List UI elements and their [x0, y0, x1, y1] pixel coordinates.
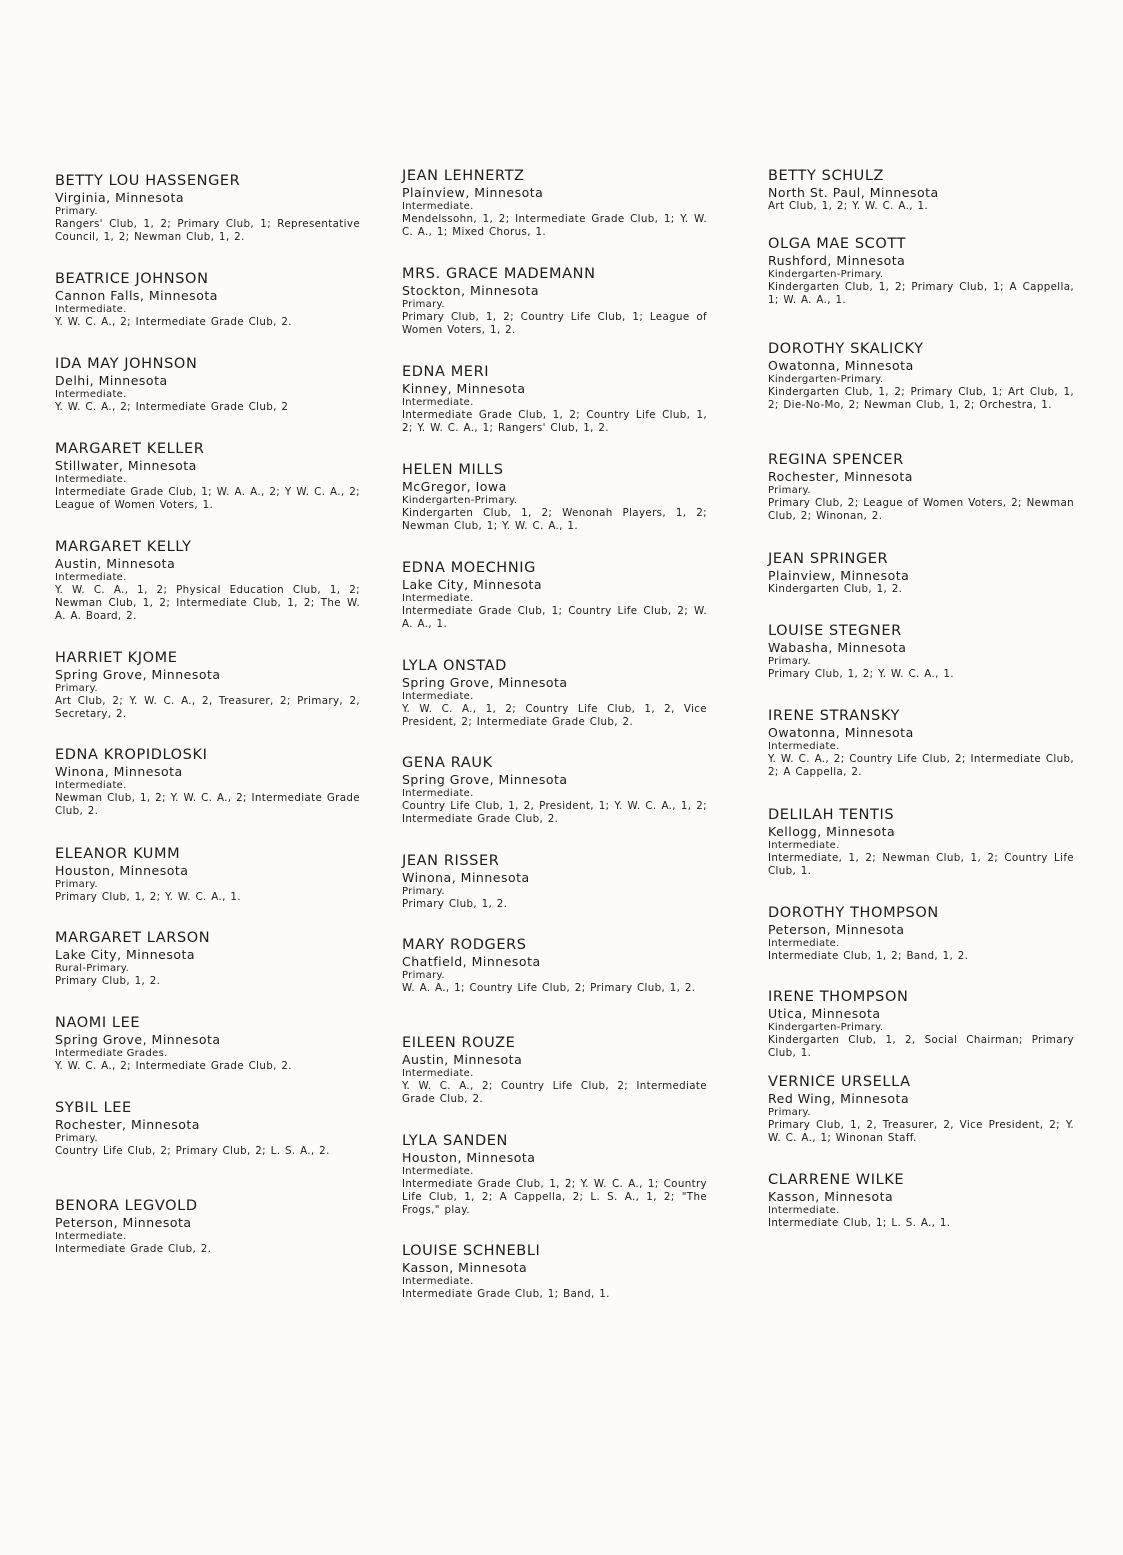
student-activities: Intermediate Grade Club, 1; Band, 1.	[402, 1288, 610, 1300]
student-activities: Kindergarten Club, 1, 2.	[768, 583, 903, 595]
student-entry	[55, 441, 360, 512]
student-hometown: Owatonna, Minnesota	[768, 725, 914, 740]
student-entry	[55, 173, 360, 244]
student-entry	[402, 364, 707, 435]
student-hometown: Wabasha, Minnesota	[768, 640, 907, 655]
student-entry	[768, 341, 1074, 412]
student-activities: Primary Club, 1, 2; Country Life Club, 1; League of Women Voters, 1, 2.	[402, 311, 707, 336]
student-course: Kindergarten-Primary.	[768, 269, 884, 280]
student-course: Intermediate.	[55, 304, 127, 315]
student-entry	[55, 356, 360, 414]
student-hometown: Peterson, Minnesota	[55, 1215, 192, 1230]
student-activities: Intermediate Club, 1; L. S. A., 1.	[768, 1217, 951, 1229]
student-name: EDNA MOECHNIG	[402, 560, 536, 576]
student-name: MARGARET KELLER	[55, 441, 205, 457]
student-hometown: Utica, Minnesota	[768, 1006, 881, 1021]
student-activities: Primary Club, 2; League of Women Voters, 2; Newman Club, 2; Winonan, 2.	[768, 497, 1074, 522]
student-hometown: Owatonna, Minnesota	[768, 358, 914, 373]
student-name: SYBIL LEE	[55, 1100, 132, 1116]
student-activities: Kindergarten Club, 1, 2; Primary Club, 1; Art Club, 1, 2; Die-No-Mo, 2; Newman Club, 1, 2; Orchestra, 1.	[768, 386, 1074, 411]
student-hometown: Red Wing, Minnesota	[768, 1091, 910, 1106]
student-name: LYLA ONSTAD	[402, 658, 507, 674]
student-course: Intermediate.	[768, 938, 840, 949]
student-entry	[402, 658, 707, 729]
student-name: NAOMI LEE	[55, 1015, 141, 1031]
student-name: ELEANOR KUMM	[55, 846, 181, 862]
student-hometown: Kinney, Minnesota	[402, 381, 526, 396]
student-hometown: Spring Grove, Minnesota	[55, 1032, 221, 1047]
student-name: GENA RAUK	[402, 755, 493, 771]
student-name: MARGARET LARSON	[55, 930, 211, 946]
student-hometown: Virginia, Minnesota	[55, 190, 185, 205]
student-name: HELEN MILLS	[402, 462, 504, 478]
student-activities: Y. W. C. A., 2; Country Life Club, 2; Intermediate Grade Club, 2.	[402, 1080, 707, 1105]
student-name: DOROTHY THOMPSON	[768, 905, 939, 921]
student-activities: Intermediate, 1, 2; Newman Club, 1, 2; Country Life Club, 1.	[768, 852, 1074, 877]
student-hometown: Lake City, Minnesota	[55, 947, 196, 962]
student-name: IRENE STRANSKY	[768, 708, 900, 724]
student-entry	[768, 168, 1074, 213]
student-name: IDA MAY JOHNSON	[55, 356, 198, 372]
student-course: Rural-Primary.	[55, 963, 130, 974]
student-activities: Art Club, 2; Y. W. C. A., 2, Treasurer, 2; Primary, 2, Secretary, 2.	[55, 695, 360, 720]
student-entry	[768, 807, 1074, 878]
student-course: Primary.	[402, 299, 445, 310]
student-entry	[768, 905, 1074, 963]
student-course: Intermediate Grades.	[55, 1048, 168, 1059]
student-activities: Y. W. C. A., 2; Country Life Club, 2; Intermediate Club, 2; A Cappella, 2.	[768, 753, 1074, 778]
student-activities: Kindergarten Club, 1, 2; Primary Club, 1; A Cappella, 1; W. A. A., 1.	[768, 281, 1074, 306]
student-entry	[402, 1035, 707, 1106]
student-name: MARY RODGERS	[402, 937, 527, 953]
student-entry	[55, 539, 360, 623]
student-hometown: Delhi, Minnesota	[55, 373, 168, 388]
student-entry	[55, 846, 360, 904]
student-course: Primary.	[402, 886, 445, 897]
student-entry	[402, 937, 707, 995]
student-activities: Intermediate Club, 1, 2; Band, 1, 2.	[768, 950, 969, 962]
student-name: LOUISE SCHNEBLI	[402, 1243, 541, 1259]
student-activities: Country Life Club, 1, 2, President, 1; Y. W. C. A., 1, 2; Intermediate Grade Club, 2.	[402, 800, 707, 825]
student-entry	[768, 623, 1074, 681]
student-entry	[55, 1100, 360, 1158]
student-entry	[768, 1074, 1074, 1145]
student-hometown: Winona, Minnesota	[402, 870, 530, 885]
student-name: MRS. GRACE MADEMANN	[402, 266, 596, 282]
student-name: MARGARET KELLY	[55, 539, 192, 555]
student-course: Intermediate.	[55, 1231, 127, 1242]
student-name: EDNA MERI	[402, 364, 490, 380]
student-hometown: Austin, Minnesota	[402, 1052, 523, 1067]
student-course: Primary.	[768, 656, 811, 667]
student-course: Intermediate.	[55, 474, 127, 485]
student-course: Intermediate.	[402, 788, 474, 799]
student-hometown: Rochester, Minnesota	[55, 1117, 200, 1132]
student-course: Kindergarten-Primary.	[768, 374, 884, 385]
student-hometown: Winona, Minnesota	[55, 764, 183, 779]
student-name: LOUISE STEGNER	[768, 623, 902, 639]
student-activities: Y. W. C. A., 2; Intermediate Grade Club, 2	[55, 401, 289, 413]
student-course: Intermediate.	[402, 1166, 474, 1177]
student-course: Primary.	[55, 1133, 98, 1144]
student-course: Primary.	[55, 879, 98, 890]
student-activities: Y. W. C. A., 1, 2; Country Life Club, 1, 2, Vice President, 2; Intermediate Grade Club, 2.	[402, 703, 707, 728]
student-name: DOROTHY SKALICKY	[768, 341, 924, 357]
student-hometown: Spring Grove, Minnesota	[402, 772, 568, 787]
student-entry	[768, 236, 1074, 307]
student-course: Intermediate.	[402, 691, 474, 702]
student-hometown: Plainview, Minnesota	[768, 568, 910, 583]
student-entry	[402, 1133, 707, 1217]
student-name: EILEEN ROUZE	[402, 1035, 516, 1051]
student-name: CLARRENE WILKE	[768, 1172, 905, 1188]
student-activities: Y. W. C. A., 2; Intermediate Grade Club, 2.	[55, 1060, 292, 1072]
student-course: Intermediate.	[402, 1276, 474, 1287]
student-course: Kindergarten-Primary.	[768, 1022, 884, 1033]
student-name: JEAN LEHNERTZ	[402, 168, 525, 184]
student-activities: Intermediate Grade Club, 1, 2; Country Life Club, 1, 2; Y. W. C. A., 1; Rangers' Club, 1, 2.	[402, 409, 707, 434]
student-hometown: Houston, Minnesota	[402, 1150, 536, 1165]
student-course: Intermediate.	[402, 1068, 474, 1079]
student-activities: Mendelssohn, 1, 2; Intermediate Grade Club, 1; Y. W. C. A., 1; Mixed Chorus, 1.	[402, 213, 707, 238]
student-entry	[768, 1172, 1074, 1230]
student-entry	[55, 650, 360, 721]
student-entry	[55, 1198, 360, 1256]
student-hometown: Lake City, Minnesota	[402, 577, 543, 592]
student-name: LYLA SANDEN	[402, 1133, 508, 1149]
student-hometown: Cannon Falls, Minnesota	[55, 288, 218, 303]
student-hometown: Peterson, Minnesota	[768, 922, 905, 937]
student-hometown: Austin, Minnesota	[55, 556, 176, 571]
student-activities: Kindergarten Club, 1, 2, Social Chairman; Primary Club, 1.	[768, 1034, 1074, 1059]
student-name: BETTY LOU HASSENGER	[55, 173, 241, 189]
student-name: HARRIET KJOME	[55, 650, 178, 666]
student-activities: Intermediate Grade Club, 1; W. A. A., 2; Y W. C. A., 2; League of Women Voters, 1.	[55, 486, 360, 511]
student-entry	[402, 168, 707, 239]
student-entry	[768, 452, 1074, 523]
student-name: OLGA MAE SCOTT	[768, 236, 907, 252]
student-entry	[402, 266, 707, 337]
student-activities: W. A. A., 1; Country Life Club, 2; Primary Club, 1, 2.	[402, 982, 696, 994]
student-entry	[402, 1243, 707, 1301]
student-course: Primary.	[55, 683, 98, 694]
student-name: JEAN SPRINGER	[768, 551, 889, 567]
student-activities: Primary Club, 1, 2; Y. W. C. A., 1.	[768, 668, 954, 680]
student-course: Intermediate.	[402, 397, 474, 408]
student-course: Intermediate.	[402, 593, 474, 604]
student-name: JEAN RISSER	[402, 853, 500, 869]
student-hometown: Kasson, Minnesota	[768, 1189, 894, 1204]
student-activities: Y. W. C. A., 2; Intermediate Grade Club, 2.	[55, 316, 292, 328]
student-course: Intermediate.	[55, 389, 127, 400]
student-entry	[768, 989, 1074, 1060]
student-hometown: Chatfield, Minnesota	[402, 954, 541, 969]
student-entry	[402, 560, 707, 631]
student-hometown: Plainview, Minnesota	[402, 185, 544, 200]
student-entry	[768, 551, 1074, 596]
student-course: Intermediate.	[55, 780, 127, 791]
student-name: EDNA KROPIDLOSKI	[55, 747, 208, 763]
student-hometown: Rushford, Minnesota	[768, 253, 906, 268]
student-entry	[55, 747, 360, 818]
student-hometown: North St. Paul, Minnesota	[768, 185, 939, 200]
student-entry	[55, 930, 360, 988]
student-activities: Art Club, 1, 2; Y. W. C. A., 1.	[768, 200, 929, 212]
student-hometown: Spring Grove, Minnesota	[55, 667, 221, 682]
student-entry	[768, 708, 1074, 779]
student-activities: Kindergarten Club, 1, 2; Wenonah Players, 1, 2; Newman Club, 1; Y. W. C. A., 1.	[402, 507, 707, 532]
student-activities: Country Life Club, 2; Primary Club, 2; L. S. A., 2.	[55, 1145, 330, 1157]
student-activities: Rangers' Club, 1, 2; Primary Club, 1; Representative Council, 1, 2; Newman Club, 1, 2.	[55, 218, 360, 243]
student-entry	[55, 271, 360, 329]
student-name: BETTY SCHULZ	[768, 168, 885, 184]
student-hometown: Spring Grove, Minnesota	[402, 675, 568, 690]
student-activities: Intermediate Grade Club, 1; Country Life Club, 2; W. A. A., 1.	[402, 605, 707, 630]
student-activities: Intermediate Grade Club, 1, 2; Y. W. C. A., 1; Country Life Club, 1, 2; A Cappella, 2; L. S. A., 1, 2; "The Frogs," play.	[402, 1178, 707, 1216]
student-activities: Primary Club, 1, 2; Y. W. C. A., 1.	[55, 891, 241, 903]
student-activities: Y. W. C. A., 1, 2; Physical Education Club, 1, 2; Newman Club, 1, 2; Intermediate Club, 1, 2; The W. A. A. Board, 2.	[55, 584, 360, 622]
student-course: Intermediate.	[768, 840, 840, 851]
student-activities: Primary Club, 1, 2, Treasurer, 2, Vice President, 2; Y. W. C. A., 1; Winonan Staff.	[768, 1119, 1074, 1144]
student-course: Kindergarten-Primary.	[402, 495, 518, 506]
student-course: Primary.	[768, 485, 811, 496]
student-activities: Intermediate Grade Club, 2.	[55, 1243, 212, 1255]
student-hometown: Houston, Minnesota	[55, 863, 189, 878]
student-name: IRENE THOMPSON	[768, 989, 909, 1005]
student-course: Intermediate.	[55, 572, 127, 583]
student-hometown: Kellogg, Minnesota	[768, 824, 896, 839]
student-course: Primary.	[402, 970, 445, 981]
student-course: Intermediate.	[768, 741, 840, 752]
student-activities: Primary Club, 1, 2.	[402, 898, 508, 910]
student-entry	[402, 462, 707, 533]
student-entry	[402, 853, 707, 911]
student-course: Intermediate.	[768, 1205, 840, 1216]
student-course: Intermediate.	[402, 201, 474, 212]
student-hometown: Kasson, Minnesota	[402, 1260, 528, 1275]
student-course: Primary.	[768, 1107, 811, 1118]
student-hometown: McGregor, Iowa	[402, 479, 507, 494]
student-name: DELILAH TENTIS	[768, 807, 895, 823]
student-course: Primary.	[55, 206, 98, 217]
student-hometown: Stockton, Minnesota	[402, 283, 540, 298]
student-hometown: Stillwater, Minnesota	[55, 458, 197, 473]
student-name: BENORA LEGVOLD	[55, 1198, 198, 1214]
student-entry	[55, 1015, 360, 1073]
student-activities: Primary Club, 1, 2.	[55, 975, 161, 987]
student-entry	[402, 755, 707, 826]
student-name: VERNICE URSELLA	[768, 1074, 911, 1090]
student-name: REGINA SPENCER	[768, 452, 904, 468]
student-hometown: Rochester, Minnesota	[768, 469, 913, 484]
student-name: BEATRICE JOHNSON	[55, 271, 209, 287]
student-activities: Newman Club, 1, 2; Y. W. C. A., 2; Intermediate Grade Club, 2.	[55, 792, 360, 817]
